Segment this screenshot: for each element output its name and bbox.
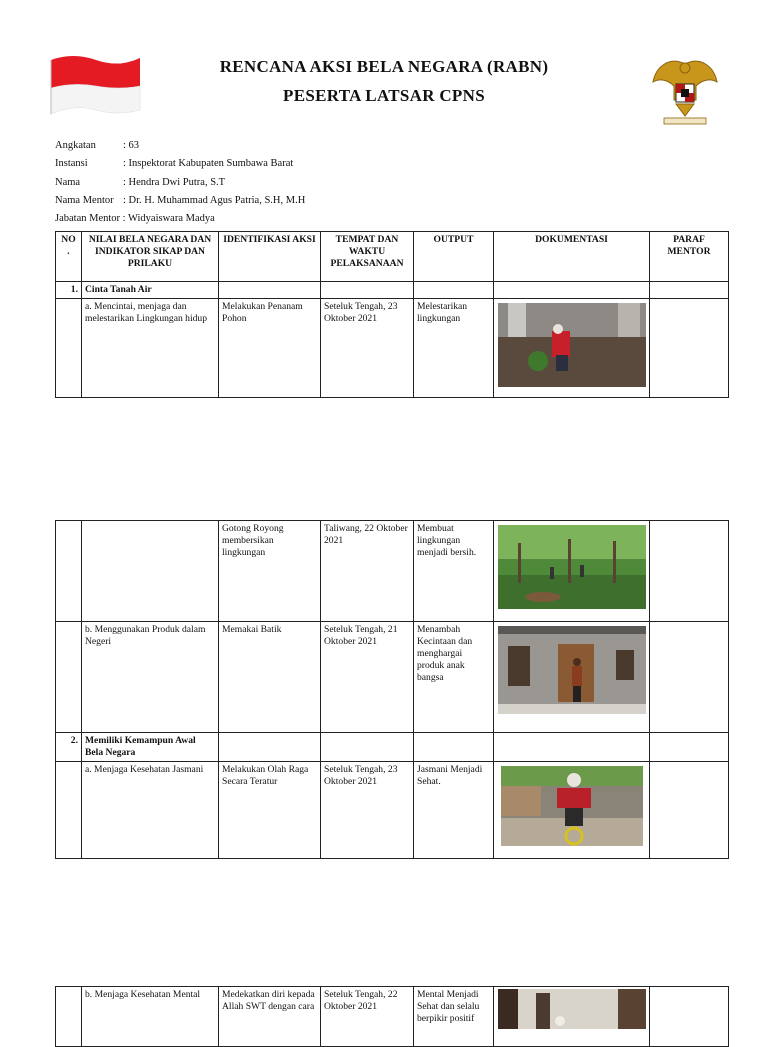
info-label: Nama	[55, 177, 81, 188]
section-title: Memiliki Kemampun Awal Bela Negara	[82, 733, 219, 762]
cell-aksi: Gotong Royong membersikan lingkungan	[219, 521, 321, 622]
table-header-row	[56, 232, 729, 282]
col-paraf: PARAF MENTOR	[650, 232, 729, 282]
cell-output: Menambah Kecintaan dan menghargai produk anak bangsa	[414, 622, 494, 733]
cell-dokumentasi	[494, 521, 650, 622]
cell-output: Jasmani Menjadi Sehat.	[414, 761, 494, 858]
section-row	[56, 733, 729, 762]
cell-aksi: Medekatkan diri kepada Allah SWT dengan cara	[219, 987, 321, 1047]
info-angkatan	[55, 140, 139, 151]
info-label: Angkatan	[55, 140, 96, 151]
cell-output: Mental Menjadi Sehat dan selalu berpikir positif	[414, 987, 494, 1047]
cell-paraf	[650, 622, 729, 733]
info-instansi	[55, 158, 293, 169]
info-value: : Inspektorat Kabupaten Sumbawa Barat	[123, 158, 294, 169]
cell-tempat: Seteluk Tengah, 23 Oktober 2021	[321, 761, 414, 858]
photo-cycling-exercise	[501, 766, 643, 846]
cell-output: Membuat lingkungan menjadi bersih.	[414, 521, 494, 622]
page-subtitle: PESERTA LATSAR CPNS	[283, 86, 485, 105]
section-number: 2.	[56, 733, 82, 762]
info-value: : Hendra Dwi Putra, S.T	[123, 177, 226, 188]
info-label: Instansi	[55, 158, 88, 169]
table-row	[56, 521, 729, 622]
info-value: : Widyaiswara Madya	[122, 213, 215, 224]
col-dokumentasi: DOKUMENTASI	[494, 232, 650, 282]
cell-tempat: Taliwang, 22 Oktober 2021	[321, 521, 414, 622]
cell-paraf	[650, 987, 729, 1047]
info-jabatan-mentor	[55, 213, 215, 224]
page-title: RENCANA AKSI BELA NEGARA (RABN)	[219, 57, 549, 76]
col-no: NO .	[56, 232, 82, 282]
col-identifikasi: IDENTIFIKASI AKSI	[219, 232, 321, 282]
col-output: OUTPUT	[414, 232, 494, 282]
info-value: : Dr. H. Muhammad Agus Patria, S.H, M.H	[123, 195, 306, 206]
cell-dokumentasi	[494, 761, 650, 858]
photo-planting-tree	[498, 303, 646, 387]
action-table-1	[55, 231, 729, 398]
info-value: : 63	[123, 140, 140, 151]
info-label: Nama Mentor	[55, 195, 114, 206]
table-row	[56, 987, 729, 1047]
cell-paraf	[650, 521, 729, 622]
col-nilai: NILAI BELA NEGARA DAN INDIKATOR SIKAP DAN PRILAKU	[82, 232, 219, 282]
cell-paraf	[650, 761, 729, 858]
cell-tempat: Seteluk Tengah, 22 Oktober 2021	[321, 987, 414, 1047]
action-table-2	[55, 520, 729, 859]
info-nama-mentor	[55, 195, 305, 206]
cell-tempat: Seteluk Tengah, 21 Oktober 2021	[321, 622, 414, 733]
cell-tempat: Seteluk Tengah, 23 Oktober 2021	[321, 299, 414, 398]
cell-aksi: Memakai Batik	[219, 622, 321, 733]
cell-nilai: a. Mencintai, menjaga dan melestarikan Lingkungan hidup	[82, 299, 219, 398]
photo-wearing-batik	[498, 626, 646, 714]
info-nama	[55, 177, 225, 188]
cell-dokumentasi	[494, 622, 650, 733]
cell-aksi: Melakukan Penanam Pohon	[219, 299, 321, 398]
cell-nilai: b. Menjaga Kesehatan Mental	[82, 987, 219, 1047]
cell-dokumentasi	[494, 299, 650, 398]
cell-nilai: b. Menggunakan Produk dalam Negeri	[82, 622, 219, 733]
photo-praying	[498, 989, 646, 1029]
info-label: Jabatan Mentor	[55, 213, 121, 224]
cell-dokumentasi	[494, 987, 650, 1047]
section-number: 1.	[56, 282, 82, 299]
photo-gotong-royong	[498, 525, 646, 609]
table-row	[56, 622, 729, 733]
table-row	[56, 761, 729, 858]
cell-nilai: a. Menjaga Kesehatan Jasmani	[82, 761, 219, 858]
section-row	[56, 282, 729, 299]
col-tempat: TEMPAT DAN WAKTU PELAKSANAAN	[321, 232, 414, 282]
section-title: Cinta Tanah Air	[82, 282, 219, 299]
cell-aksi: Melakukan Olah Raga Secara Teratur	[219, 761, 321, 858]
action-table-3	[55, 986, 729, 1047]
table-row	[56, 299, 729, 398]
cell-output: Melestarikan lingkungan	[414, 299, 494, 398]
cell-nilai	[82, 521, 219, 622]
cell-paraf	[650, 299, 729, 398]
